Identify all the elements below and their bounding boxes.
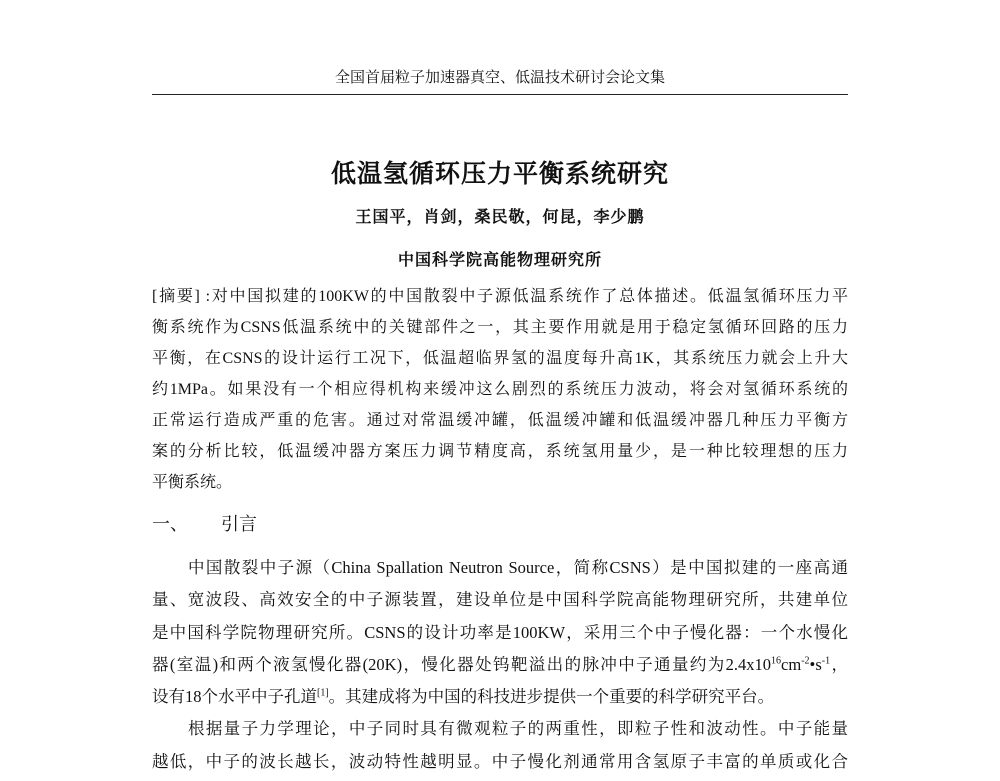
abstract-line: 约1MPa。如果没有一个相应得机构来缓冲这么剧烈的系统压力波动，将会对氢循环系统的: [152, 381, 848, 398]
body-line: 是中国科学院物理研究所。CSNS的设计功率是100KW，采用三个中子慢化器：一个水慢化: [152, 622, 848, 642]
authors: 王国平，肖剑，桑民敬，何昆，李少鹏: [355, 209, 645, 226]
abstract-line: [摘要] :对中国拟建的100KW的中国散裂中子源低温系统作了总体描述。低温氢循环压力平: [152, 288, 848, 305]
affiliation: 中国科学院高能物理研究所: [397, 252, 602, 269]
paper-title: 低温氢循环压力平衡系统研究: [330, 161, 669, 188]
body-text: [152, 555, 848, 781]
body-text-span: 器(室温)和两个液氢慢化器(20K)，慢化器处钨靶溢出的脉冲中子通量约为2.4x10: [152, 654, 772, 674]
abstract-line: 衡系统作为CSNS低温系统中的关键部件之一，其主要作用就是用于稳定氢循环回路的压力: [152, 319, 848, 336]
body-text-span: 。其建成将为中国的科技进步提供一个重要的科学研究平台。: [328, 687, 775, 707]
section-heading: [152, 510, 257, 536]
abstract: [152, 285, 848, 502]
abstract-line: 平衡，在CSNS的设计运行工况下，低温超临界氢的温度每升高1K，其系统压力就会上升大: [152, 350, 848, 367]
abstract-line: 平衡系统。: [152, 474, 233, 491]
body-text-span: •s: [809, 654, 822, 674]
body-text-span: cm: [781, 654, 802, 674]
body-text-span: ，: [830, 654, 848, 674]
body-line: 中国散裂中子源（China Spallation Neutron Source，简称CSNS）是中国拟建的一座高通: [188, 558, 848, 577]
section-title: 引言: [221, 514, 257, 534]
header-rule: [152, 94, 848, 95]
superscript: -1: [821, 655, 831, 667]
body-line: 越低，中子的波长越长，波动特性越明显。中子慢化剂通常用含氢原子丰富的单质或化合: [152, 751, 848, 771]
superscript: -2: [801, 655, 810, 667]
body-line: [152, 652, 848, 684]
running-header: 全国首届粒子加速器真空、低温技术研讨会论文集: [334, 70, 665, 86]
citation-ref[interactable]: [1]: [317, 687, 329, 699]
section-number: 一、: [152, 514, 188, 534]
body-line: 根据量子力学理论，中子同时具有微观粒子的两重性，即粒子性和波动性。中子能量: [188, 719, 848, 739]
body-line: 量、宽波段、高效安全的中子源装置，建设单位是中国科学院高能物理研究所，共建单位: [152, 590, 848, 610]
superscript: 16: [771, 655, 782, 667]
abstract-line: 案的分析比较，低温缓冲器方案压力调节精度高，系统氢用量少，是一种比较理想的压力: [152, 443, 848, 460]
abstract-line: 正常运行造成严重的危害。通过对常温缓冲罐，低温缓冲罐和低温缓冲器几种压力平衡方: [152, 412, 848, 429]
body-text-span: 设有18个水平中子孔道: [152, 687, 317, 707]
body-line: [152, 684, 848, 716]
